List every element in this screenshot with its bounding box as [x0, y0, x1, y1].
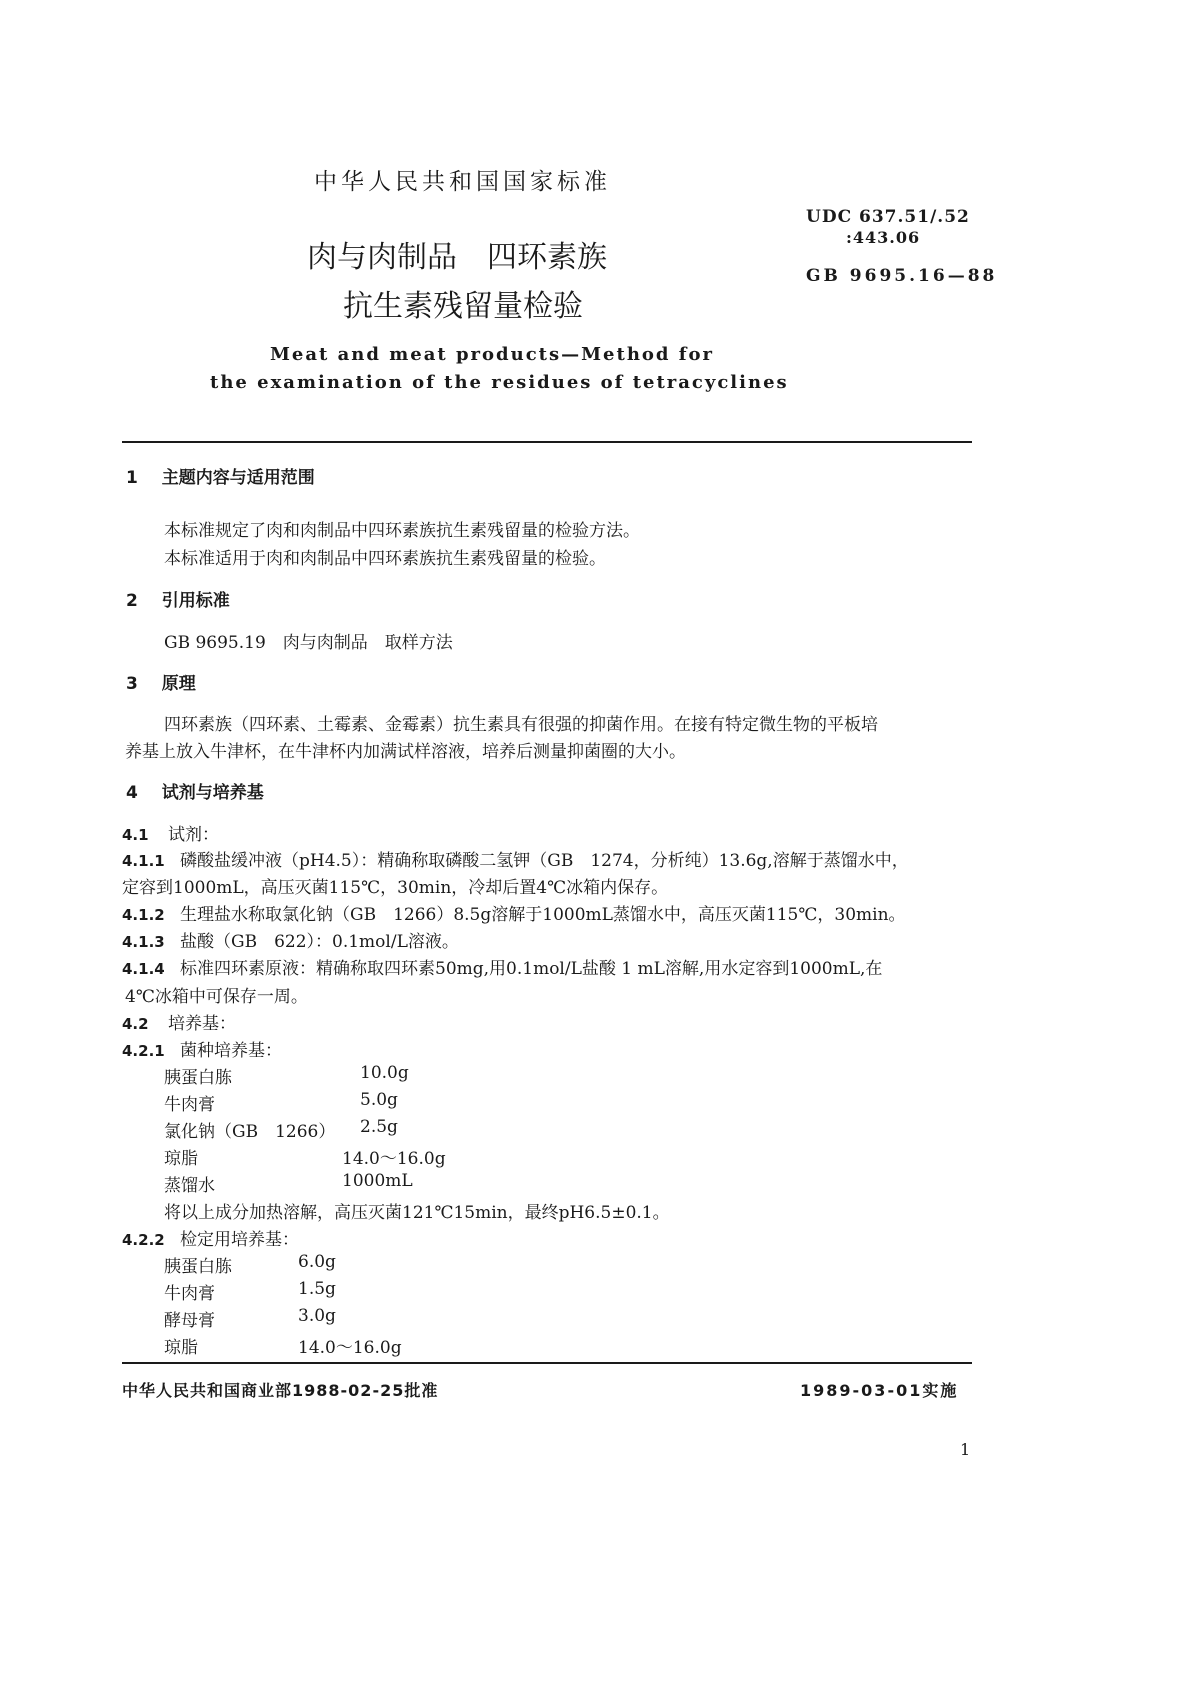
- media-name: 氯化钠（GB 1266）: [164, 1122, 336, 1142]
- document-title-line2: 抗生素残留量检验: [343, 289, 583, 324]
- clause-text: 磷酸盐缓冲液（pH4.5）：精确称取磷酸二氢钾（GB 1274，分析纯）13.6g,溶解于蒸馏水中，: [180, 851, 909, 871]
- clause-4-1: [122, 820, 219, 845]
- media-name: 胰蛋白胨: [164, 1068, 232, 1088]
- section-3-paragraph-line2: 养基上放入牛津杯，在牛津杯内加满试样溶液，培养后测量抑菌圈的大小。: [125, 742, 686, 762]
- page-number: 1: [960, 1440, 971, 1459]
- media-amount: 14.0～16.0g: [298, 1338, 402, 1358]
- media-name: 胰蛋白胨: [164, 1257, 232, 1277]
- clause-number: 4.1.1: [122, 852, 165, 870]
- media-name: 牛肉膏: [164, 1284, 215, 1304]
- section-1-heading: [126, 463, 315, 488]
- clause-4-1-1: [122, 846, 909, 871]
- section-3-paragraph-line1: 四环素族（四环素、土霉素、金霉素）抗生素具有很强的抑菌作用。在接有特定微生物的平板培: [164, 715, 878, 735]
- media-name: 牛肉膏: [164, 1095, 215, 1115]
- media-amount: 1000mL: [342, 1171, 413, 1191]
- header-divider: [122, 441, 972, 443]
- clause-number: 4.1.4: [122, 960, 165, 978]
- section-title: 引用标准: [161, 591, 230, 611]
- media-name: 琼脂: [164, 1338, 198, 1358]
- document-title-line1: 肉与肉制品 四环素族: [307, 240, 607, 275]
- english-title-line2: the examination of the residues of tetracyclines: [210, 372, 789, 393]
- section-title: 试剂与培养基: [161, 783, 264, 803]
- clause-text: 检定用培养基：: [180, 1230, 299, 1250]
- section-number: 2: [126, 591, 138, 611]
- media-amount: 14.0～16.0g: [342, 1149, 446, 1169]
- media-amount: 1.5g: [298, 1279, 336, 1299]
- media-amount: 2.5g: [360, 1117, 398, 1137]
- section-title: 原理: [161, 674, 196, 694]
- section-3-heading: [126, 669, 196, 694]
- implementation-date: 1989-03-01实施: [800, 1381, 959, 1400]
- clause-text: 试剂：: [167, 825, 219, 845]
- section-4-heading: [126, 778, 264, 803]
- section-title: 主题内容与适用范围: [161, 468, 315, 488]
- media-name: 琼脂: [164, 1149, 198, 1169]
- english-title-line1: Meat and meat products—Method for: [270, 344, 714, 365]
- clause-text: 菌种培养基：: [180, 1041, 282, 1061]
- clause-4-1-4-continued: 4℃冰箱中可保存一周。: [125, 987, 308, 1007]
- section-2-heading: [126, 586, 230, 611]
- national-standard-heading: 中华人民共和国国家标准: [314, 169, 611, 195]
- clause-4-1-1-continued: 定容到1000mL，高压灭菌115℃，30min，冷却后置4℃冰箱内保存。: [122, 878, 669, 898]
- clause-number: 4.1.3: [122, 933, 165, 951]
- section-number: 1: [126, 468, 138, 488]
- gb-standard-number: GB 9695.16—88: [806, 266, 998, 286]
- clause-4-2-1: [122, 1036, 282, 1061]
- media-name: 蒸馏水: [164, 1176, 215, 1196]
- clause-number: 4.2: [122, 1015, 149, 1033]
- clause-number: 4.2.1: [122, 1042, 165, 1060]
- section-number: 4: [126, 783, 138, 803]
- clause-4-1-3: [122, 927, 459, 952]
- clause-number: 4.2.2: [122, 1231, 165, 1249]
- section-number: 3: [126, 674, 138, 694]
- clause-text: 生理盐水称取氯化钠（GB 1266）8.5g溶解于1000mL蒸馏水中，高压灭菌115℃，30min。: [180, 905, 906, 925]
- media-amount: 3.0g: [298, 1306, 336, 1326]
- clause-4-1-4: [122, 954, 882, 979]
- clause-text: 盐酸（GB 622）：0.1mol/L溶液。: [180, 932, 459, 952]
- section-1-paragraph-2: 本标准适用于肉和肉制品中四环素族抗生素残留量的检验。: [164, 549, 606, 569]
- media-name: 酵母膏: [164, 1311, 215, 1331]
- media-amount: 5.0g: [360, 1090, 398, 1110]
- clause-4-2: [122, 1009, 236, 1034]
- clause-text: 培养基：: [167, 1014, 236, 1034]
- clause-4-1-2: [122, 900, 906, 925]
- clause-text: 标准四环素原液：精确称取四环素50mg,用0.1mol/L盐酸 1 mL溶解,用水定容到1000mL,在: [180, 959, 883, 979]
- media-amount: 6.0g: [298, 1252, 336, 1272]
- section-1-paragraph-1: 本标准规定了肉和肉制品中四环素族抗生素残留量的检验方法。: [164, 521, 640, 541]
- clause-4-2-2: [122, 1225, 299, 1250]
- udc-code-continued: :443.06: [846, 228, 921, 247]
- media-1-preparation-note: 将以上成分加热溶解，高压灭菌121℃15min，最终pH6.5±0.1。: [164, 1203, 670, 1223]
- udc-code: UDC 637.51/.52: [806, 207, 970, 227]
- clause-number: 4.1.2: [122, 906, 165, 924]
- approval-statement: 中华人民共和国商业部1988-02-25批准: [122, 1381, 439, 1400]
- section-2-reference: GB 9695.19 肉与肉制品 取样方法: [164, 633, 453, 653]
- clause-number: 4.1: [122, 826, 149, 844]
- media-amount: 10.0g: [360, 1063, 409, 1083]
- footer-divider: [122, 1362, 972, 1364]
